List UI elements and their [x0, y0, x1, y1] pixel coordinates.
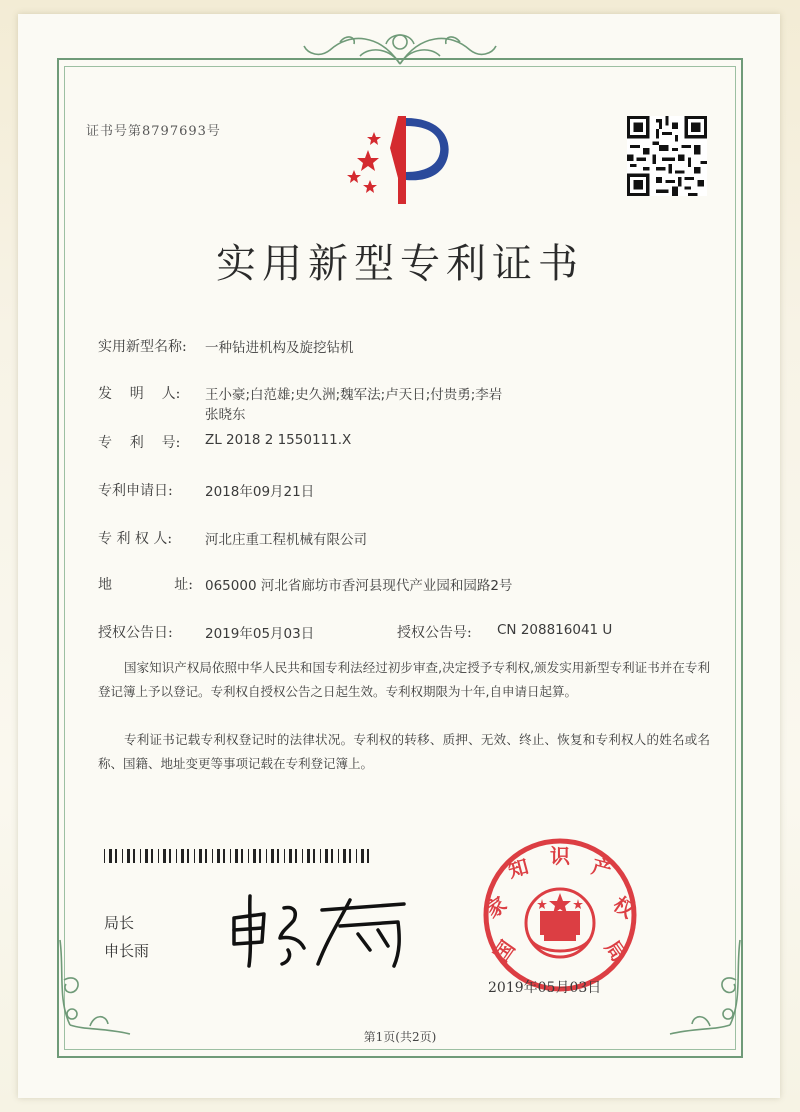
filing-date-value: 2018年09月21日 [205, 484, 315, 500]
grant-number-label: 授权公告号: [397, 625, 472, 641]
address-label: 地 址: [98, 577, 194, 593]
seal-date: 2019年05月03日 [488, 980, 602, 996]
official-seal-icon [470, 835, 650, 995]
certificate-number: 证书号第8797693号 [86, 124, 221, 139]
utility-model-name-value: 一种钻进机构及旋挖钻机 [205, 340, 354, 356]
barcode-icon [104, 849, 374, 863]
director-signature-icon [222, 890, 412, 970]
svg-text:产: 产 [589, 854, 615, 883]
body-paragraph-1: 国家知识产权局依照中华人民共和国专利法经过初步审查,决定授予专利权,颁发实用新型专利证书并在专利登记簿上予以登记。专利权自授权公告之日起生效。专利权期限为十年,自申请日起算。 [98, 660, 710, 699]
patent-number-value: ZL 2018 2 1550111.X [205, 432, 352, 448]
body-paragraph-2: 专利证书记载专利权登记时的法律状况。专利权的转移、质押、无效、终止、恢复和专利权人的姓名或名称、国籍、地址变更等事项记载在专利登记簿上。 [98, 732, 710, 771]
grant-date-label: 授权公告日: [98, 625, 173, 641]
inventor-label: 发 明 人: [98, 386, 181, 402]
certificate-title: 实用新型专利证书 [216, 241, 584, 287]
patentee-value: 河北庄重工程机械有限公司 [205, 532, 367, 548]
svg-text:国: 国 [488, 935, 520, 967]
grant-date-value: 2019年05月03日 [205, 626, 315, 642]
grant-number-value: CN 208816041 U [497, 622, 613, 638]
bottom-right-ornament-icon [660, 930, 750, 1040]
patentee-label: 专 利 权 人: [98, 531, 173, 547]
svg-text:识: 识 [550, 844, 570, 868]
svg-text:权: 权 [608, 891, 640, 923]
director-name: 申长雨 [104, 942, 150, 960]
svg-text:知: 知 [505, 854, 531, 883]
page-number: 第1页(共2页) [363, 1030, 437, 1044]
top-ornament-icon [290, 24, 510, 74]
qr-code-icon [627, 116, 707, 196]
patent-number-label: 专 利 号: [98, 435, 181, 451]
svg-text:家: 家 [480, 891, 512, 923]
director-title: 局长 [104, 914, 135, 932]
svg-text:局: 局 [600, 935, 632, 967]
utility-model-name-label: 实用新型名称: [98, 339, 187, 355]
cnipa-logo-icon [340, 108, 460, 208]
inventor-value-line1: 王小豪;白范雄;史久洲;魏军法;卢天日;付贵勇;李岩 [205, 387, 503, 403]
inventor-value-line2: 张晓东 [205, 407, 246, 423]
address-value: 065000 河北省廊坊市香河县现代产业园和园路2号 [205, 578, 513, 594]
filing-date-label: 专利申请日: [98, 483, 173, 499]
